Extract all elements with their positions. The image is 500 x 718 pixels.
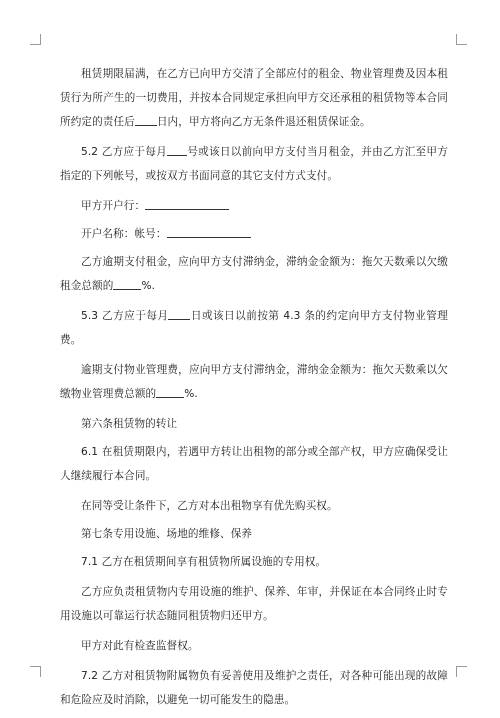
paragraph-7-1 xyxy=(60,550,448,574)
paragraph-text: 乙方逾期支付租金，应向甲方支付滞纳金，滞纳金金额为：拖欠天数乘以欠缴租金总额的 xyxy=(60,256,448,292)
paragraph-text: 5.3 乙方应于每月 xyxy=(81,310,169,322)
paragraph-rent-late-fee xyxy=(60,250,448,298)
fill-in-blank xyxy=(167,226,251,238)
paragraph-text: 乙方应负责租赁物内专用设施的维护、保养、年审，并保证在本合同终止时专用设施以可靠运行状态随同租赁物归还甲方。 xyxy=(60,586,448,622)
crop-mark-top-left xyxy=(30,34,41,45)
paragraph-text: %. xyxy=(184,388,198,400)
paragraph-text: %. xyxy=(141,280,156,292)
crop-mark-bottom-right xyxy=(456,666,467,677)
crop-mark-top-right xyxy=(456,34,467,45)
fill-in-blank xyxy=(168,308,190,320)
fill-in-blank xyxy=(167,144,187,156)
paragraph-text: 租赁期限届满，在乙方已向甲方交清了全部应付的租金、物业管理费及因本租赁行为所产生的一切费用，并按本合同规定承担向甲方交还承租的租赁物等本合同所约定的责任后 xyxy=(60,68,448,128)
paragraph-6-1 xyxy=(60,440,448,488)
paragraph-5-3 xyxy=(60,304,448,352)
paragraph-account xyxy=(60,222,448,246)
paragraph-5-2 xyxy=(60,140,448,188)
fill-in-blank xyxy=(145,198,229,210)
document-body xyxy=(60,62,448,718)
paragraph-text: 开户名称：帐号： xyxy=(81,228,167,240)
paragraph-text: 号或该日以前向甲方支付当月租金，并由乙方汇至甲方指定的下列帐号，或按双方书面同意的其它支付方式支付。 xyxy=(60,146,449,182)
paragraph-bank xyxy=(60,194,448,218)
crop-mark-bottom-left xyxy=(30,666,41,677)
paragraph-text: 甲方开户行： xyxy=(81,200,146,212)
fill-in-blank xyxy=(113,278,141,290)
paragraph-text: 7.2 乙方对租赁物附属物负有妥善使用及维护之责任，对各种可能出现的故障和危险应及时消除，以避免一切可能发生的隐患。 xyxy=(60,670,448,706)
section-heading-article-7 xyxy=(60,522,448,546)
paragraph-text: 日或该日以前按第 4.3 条的约定向甲方支付物业管理费。 xyxy=(60,310,448,346)
paragraph-inspection xyxy=(60,634,448,658)
paragraph-text: 第六条租赁物的转让 xyxy=(81,418,178,430)
paragraph-maintenance xyxy=(60,580,448,628)
paragraph-mgmt-late-fee xyxy=(60,358,448,406)
paragraph-text: 6.1 在租赁期限内，若遇甲方转让出租物的部分或全部产权，甲方应确保受让人继续履行本合同。 xyxy=(60,446,448,482)
fill-in-blank xyxy=(156,386,184,398)
paragraph-text: 日内，甲方将向乙方无条件退还租赁保证金。 xyxy=(156,116,371,128)
paragraph-text: 在同等受让条件下，乙方对本出租物享有优先购买权。 xyxy=(81,500,338,512)
fill-in-blank xyxy=(135,114,157,126)
paragraph-text: 甲方对此有检查监督权。 xyxy=(81,640,199,652)
paragraph-text: 第七条专用设施、场地的维修、保养 xyxy=(81,528,253,540)
section-heading-article-6 xyxy=(60,412,448,436)
paragraph-lease-expiry xyxy=(60,62,448,134)
paragraph-preemption xyxy=(60,494,448,518)
paragraph-text: 5.2 乙方应于每月 xyxy=(81,146,168,158)
paragraph-text: 逾期支付物业管理费，应向甲方支付滞纳金，滞纳金金额为：拖欠天数乘以欠缴物业管理费总额的 xyxy=(60,364,448,400)
paragraph-text: 7.1 乙方在租赁期间享有租赁物所属设施的专用权。 xyxy=(81,556,327,568)
paragraph-7-2 xyxy=(60,664,448,712)
